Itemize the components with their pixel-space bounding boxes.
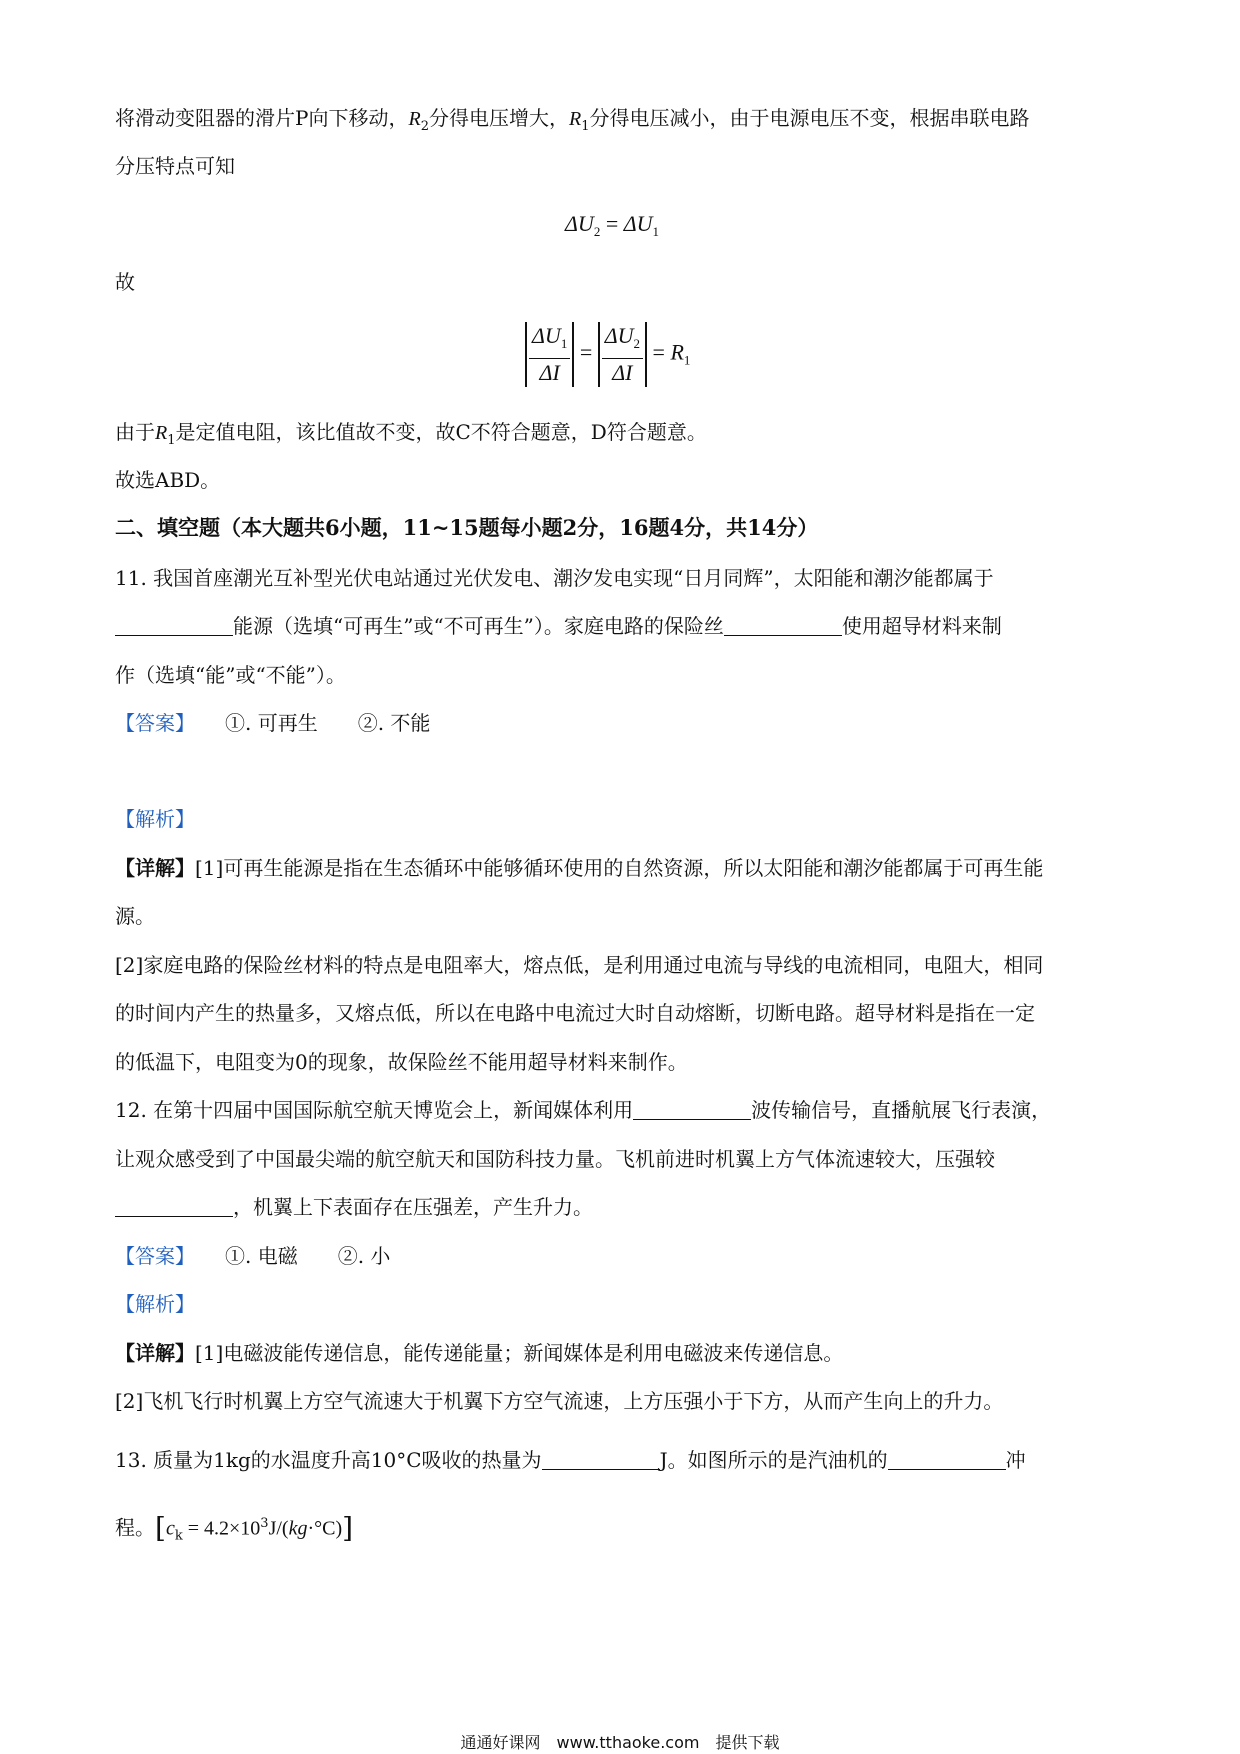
analysis-tag: 【解析】 xyxy=(115,1292,195,1316)
text: [1]电磁波能传递信息，能传递能量；新闻媒体是利用电磁波来传递信息。 xyxy=(195,1341,844,1365)
answer-blank xyxy=(724,615,842,636)
answer-blank xyxy=(633,1099,751,1120)
r1-subscript: 1 xyxy=(167,433,176,448)
abs-value-1 xyxy=(525,322,574,387)
page-footer: 通通好课网 www.tthaoke.com 提供下载 xyxy=(460,1733,780,1752)
detail-tag: 【详解】 xyxy=(115,856,195,880)
fraction-1 xyxy=(529,322,570,387)
detail-line: 源。 xyxy=(115,904,155,928)
paragraph-line: 故 xyxy=(115,270,135,294)
frac-num-sub: 1 xyxy=(560,336,568,351)
formula-sub: k xyxy=(174,1528,183,1544)
answer-blank xyxy=(115,615,233,636)
section-heading: 二、填空题（本大题共6小题，11~15题每小题2分，16题4分，共14分） xyxy=(115,515,819,540)
equation-ratio xyxy=(525,322,690,387)
eq-sign: = xyxy=(600,211,624,236)
question-12-line xyxy=(115,1193,593,1221)
answer-blank xyxy=(542,1449,660,1470)
bracket-close: ] xyxy=(342,1511,354,1545)
paragraph-line: 故选ABD。 xyxy=(115,468,221,492)
r-subscript: 1 xyxy=(683,352,691,368)
detail-line: 的时间内产生的热量多，又熔点低，所以在电路中电流过大时自动熔断，切断电路。超导材料是指在一定 xyxy=(115,1001,1035,1025)
text: 波传输信号，直播航展飞行表演， xyxy=(751,1098,1052,1122)
r2-subscript: 2 xyxy=(420,119,429,134)
paragraph-line: 分压特点可知 xyxy=(115,154,235,178)
paragraph-slider xyxy=(115,104,1029,141)
text: 使用超导材料来制 xyxy=(841,614,1002,638)
formula-value: = 4.2×10 xyxy=(182,1517,261,1540)
answer-line xyxy=(115,709,430,737)
formula-c: c xyxy=(165,1517,175,1540)
detail-line xyxy=(115,854,1043,882)
r-symbol: R xyxy=(670,339,684,365)
text: 能源（选填“可再生”或“不可再生”）。家庭电路的保险丝 xyxy=(233,614,724,638)
text: 由于 xyxy=(115,420,155,444)
text: 12. 在第十四届中国国际航空航天博览会上，新闻媒体利用 xyxy=(115,1098,634,1122)
text: 分得电压减小，由于电源电压不变，根据串联电路 xyxy=(589,106,1030,130)
text: 程。 xyxy=(115,1515,155,1540)
bracket-open: [ xyxy=(155,1511,166,1545)
eq-lhs-sub: 2 xyxy=(593,224,601,239)
question-11-line: 11. 我国首座潮光互补型光伏电站通过光伏发电、潮汐发电实现“日月同辉”，太阳能和潮汐能都属于 xyxy=(115,566,994,590)
formula-unit: J/( xyxy=(268,1517,289,1540)
answer-tag: 【答案】 xyxy=(115,1244,185,1268)
detail-line: [2]飞机飞行时机翼上方空气流速大于机翼下方空气流速，上方压强小于下方，从而产生向上的升力。 xyxy=(115,1389,1004,1413)
r1-symbol: R xyxy=(155,422,168,444)
paragraph-line xyxy=(115,418,707,455)
text: 是定值电阻，该比值故不变，故C不符合题意，D符合题意。 xyxy=(175,420,707,444)
formula-kg: kg xyxy=(288,1517,308,1540)
answer-tag: 【答案】 xyxy=(115,711,185,735)
answer-text: ①. 可再生 ②. 不能 xyxy=(225,711,431,735)
question-11-line: 作（选填“能”或“不能”）。 xyxy=(115,663,346,687)
text: [1]可再生能源是指在生态循环中能够循环使用的自然资源，所以太阳能和潮汐能都属于可再生能 xyxy=(195,856,1044,880)
question-13-line xyxy=(115,1446,1026,1474)
detail-line: [2]家庭电路的保险丝材料的特点是电阻率大，熔点低，是利用通过电流与导线的电流相同，电阻大，相同 xyxy=(115,953,1044,977)
answer-blank xyxy=(115,1196,233,1217)
equation-delta-u xyxy=(565,211,659,240)
frac-den: ΔI xyxy=(612,360,633,385)
question-11-line xyxy=(115,612,1002,640)
text: ，机翼上下表面存在压强差，产生升力。 xyxy=(233,1195,593,1219)
question-12-line: 让观众感受到了中国最尖端的航空航天和国防科技力量。飞机前进时机翼上方气体流速较大，压强较 xyxy=(115,1147,995,1171)
detail-tag: 【详解】 xyxy=(115,1341,195,1365)
r1-subscript: 1 xyxy=(581,119,590,134)
eq-sign: = xyxy=(647,339,671,365)
text: 13. 质量为1kg的水温度升高10°C吸收的热量为 xyxy=(115,1448,542,1472)
eq-rhs: ΔU xyxy=(623,211,653,236)
formula-exponent: 3 xyxy=(260,1516,269,1531)
text: 将滑动变阻器的滑片P向下移动， xyxy=(115,106,409,130)
detail-line xyxy=(115,1339,843,1367)
analysis-tag: 【解析】 xyxy=(115,807,195,831)
eq-lhs: ΔU xyxy=(565,211,594,236)
frac-num: ΔU xyxy=(532,323,561,348)
answer-line xyxy=(115,1242,390,1270)
text: 分得电压增大， xyxy=(428,106,569,130)
formula-end: ·°C) xyxy=(307,1517,343,1540)
answer-text: ①. 电磁 ②. 小 xyxy=(225,1244,391,1268)
text: 冲 xyxy=(1005,1448,1026,1472)
answer-blank xyxy=(888,1449,1006,1470)
fraction-2 xyxy=(602,322,643,387)
abs-value-2 xyxy=(598,322,647,387)
eq-sign: = xyxy=(574,339,598,365)
text: J。如图所示的是汽油机的 xyxy=(659,1448,888,1472)
r1-symbol: R xyxy=(568,108,582,130)
eq-rhs-sub: 1 xyxy=(652,224,660,239)
frac-num: ΔU xyxy=(604,323,634,348)
frac-num-sub: 2 xyxy=(633,336,641,351)
frac-den: ΔI xyxy=(539,360,560,385)
question-12-line xyxy=(115,1096,1051,1124)
detail-line: 的低温下，电阻变为0的现象，故保险丝不能用超导材料来制作。 xyxy=(115,1050,688,1074)
r2-symbol: R xyxy=(408,108,421,130)
question-13-line xyxy=(115,1510,353,1551)
